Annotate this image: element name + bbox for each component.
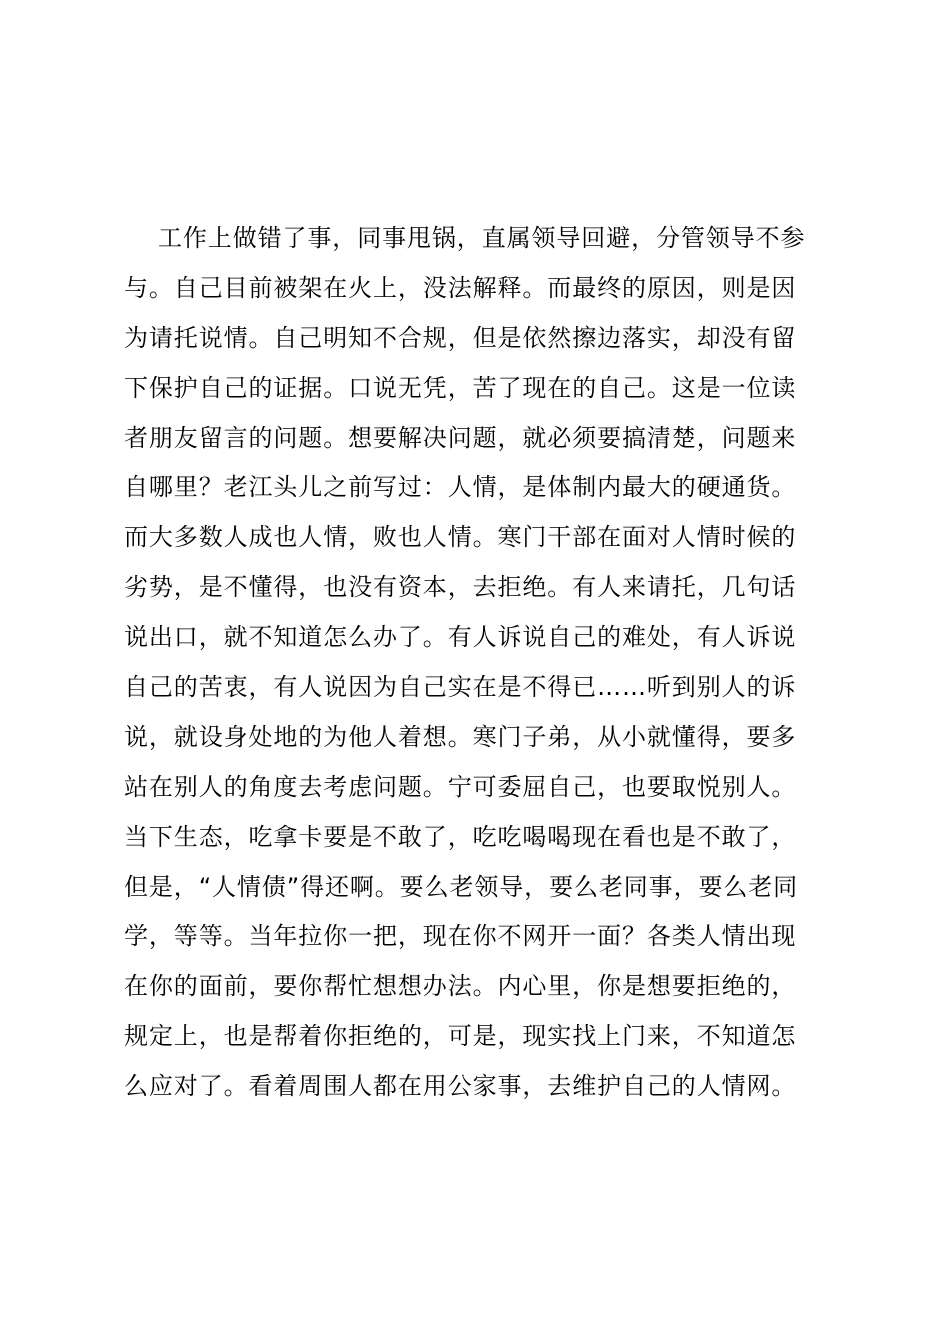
text-line: 规定上，也是帮着你拒绝的，可是，现实找上门来，不知道怎 — [124, 1022, 797, 1051]
text-line: 么应对了。看着周围人都在用公家事，去维护自己的人情网。 — [124, 1072, 797, 1101]
text-line: 与。自己目前被架在火上，没法解释。而最终的原因，则是因 — [124, 273, 797, 302]
text-line: 而大多数人成也人情，败也人情。寒门干部在面对人情时候的 — [124, 523, 797, 552]
text-line: 当下生态，吃拿卡要是不敢了，吃吃喝喝现在看也是不敢了， — [124, 822, 797, 851]
text-line: 工作上做错了事，同事甩锅，直属领导回避，分管领导不参 — [158, 224, 806, 252]
text-line: 自哪里？老江头儿之前写过：人情，是体制内最大的硬通货。 — [124, 473, 797, 502]
text-line: 站在别人的角度去考虑问题。宁可委屈自己，也要取悦别人。 — [124, 772, 797, 801]
text-line: 劣势，是不懂得，也没有资本，去拒绝。有人来请托，几句话 — [124, 573, 797, 602]
text-line: 下保护自己的证据。口说无凭，苦了现在的自己。这是一位读 — [124, 373, 797, 402]
text-line: 但是，“人情债”得还啊。要么老领导，要么老同事，要么老同 — [124, 872, 799, 901]
text-line: 说出口，就不知道怎么办了。有人诉说自己的难处，有人诉说 — [124, 623, 797, 652]
text-line: 说，就设身处地的为他人着想。寒门子弟，从小就懂得，要多 — [124, 722, 797, 751]
text-line: 者朋友留言的问题。想要解决问题，就必须要搞清楚，问题来 — [124, 423, 797, 452]
text-line: 为请托说情。自己明知不合规，但是依然擦边落实，却没有留 — [124, 323, 797, 352]
text-line: 学，等等。当年拉你一把，现在你不网开一面？各类人情出现 — [124, 922, 797, 951]
text-line: 自己的苦衷，有人说因为自己实在是不得已……听到别人的诉 — [124, 673, 797, 702]
body-paragraph — [124, 214, 824, 1112]
text-line: 在你的面前，要你帮忙想想办法。内心里，你是想要拒绝的， — [124, 972, 797, 1001]
